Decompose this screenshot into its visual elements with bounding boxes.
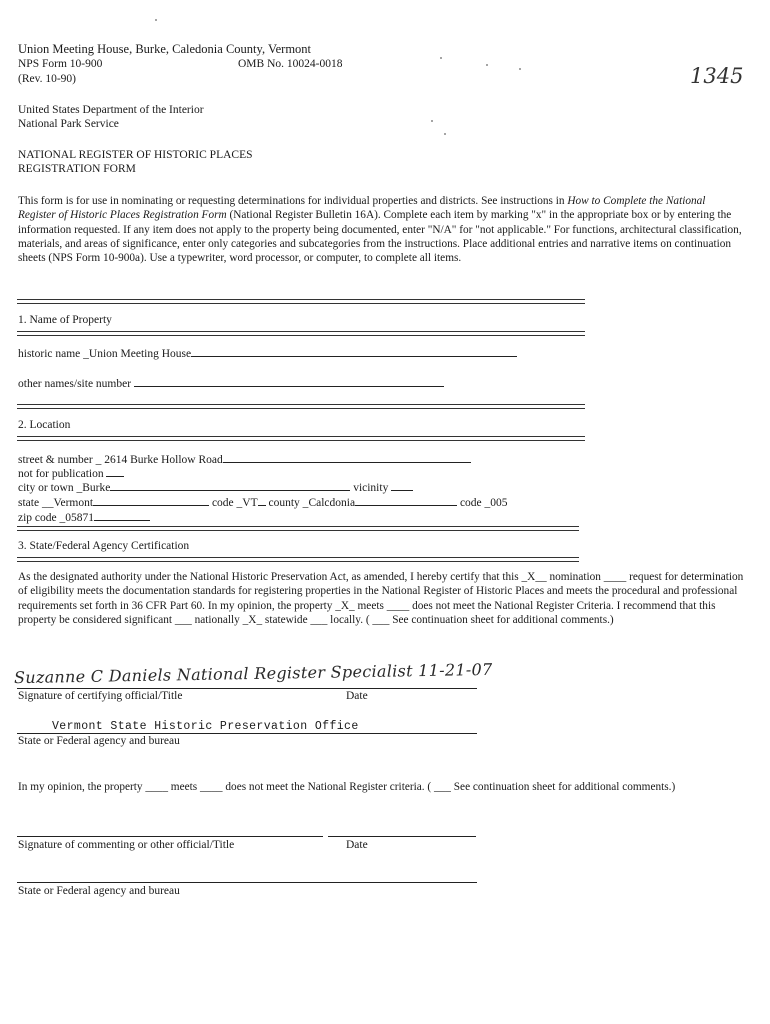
- section-divider: [17, 436, 585, 441]
- section-divider: [17, 404, 585, 409]
- city-field: city or town _Burke vicinity: [18, 479, 413, 494]
- form-number: NPS Form 10-900: [18, 58, 103, 70]
- agency-line: [17, 733, 477, 734]
- scan-speck: [444, 133, 446, 135]
- section-divider: [17, 299, 585, 304]
- section-1-heading: 1. Name of Property: [18, 314, 112, 326]
- signature-label: Signature of certifying official/Title: [18, 690, 183, 702]
- intro-paragraph: This form is for use in nominating or requesting determinations for individual properties and districts. See instructions in How to Complete the National Register of Historic Places Registration Form (National Register Bulletin 16A). Complete each item by marking "x" in the appropriate box or by entering the information requested. If any item does not apply to the property being documented, enter "N/A" for "not applicable." For functions, architectural classification, materials, and areas of significance, enter only categories and subcategories from the instructions. Place additional entries and narrative items on continuation sheets (NPS Form 10-900a). Use a typewriter, word processor, or computer, to complete all items.: [18, 195, 742, 265]
- form-revision: (Rev. 10-90): [18, 73, 77, 85]
- register-title: NATIONAL REGISTER OF HISTORIC PLACES: [18, 149, 253, 161]
- agency-label: State or Federal agency and bureau: [18, 735, 180, 747]
- scan-speck: [155, 19, 157, 21]
- scan-speck: [431, 120, 433, 122]
- zip-field: zip code _05871: [18, 509, 150, 524]
- signature-line: [17, 688, 477, 689]
- street-field: street & number _ 2614 Burke Hollow Road: [18, 451, 471, 466]
- historic-name-field: historic name _Union Meeting House: [18, 345, 517, 360]
- section-3-heading: 3. State/Federal Agency Certification: [18, 540, 190, 552]
- handwritten-number: 1345: [690, 64, 744, 88]
- section-2-heading: 2. Location: [18, 419, 71, 431]
- omb-number: OMB No. 10024-0018: [238, 58, 343, 70]
- section-divider: [17, 331, 585, 336]
- scan-speck: [519, 68, 521, 70]
- certifying-agency-value: Vermont State Historic Preservation Office: [52, 720, 359, 733]
- commenting-signature-line: [17, 836, 323, 837]
- section-divider: [17, 526, 579, 531]
- commenting-date-line: [328, 836, 476, 837]
- commenting-signature-label: Signature of commenting or other official/Title: [18, 839, 235, 851]
- form-title: REGISTRATION FORM: [18, 163, 136, 175]
- opinion-paragraph: In my opinion, the property ____ meets ____ does not meet the National Register criteria. ( ___ See continuation sheet for additional comments.): [18, 781, 676, 793]
- section-divider: [17, 557, 579, 562]
- not-for-publication-field: not for publication: [18, 465, 124, 480]
- other-names-field: other names/site number: [18, 375, 444, 390]
- department: United States Department of the Interior: [18, 104, 204, 116]
- certification-paragraph: As the designated authority under the National Historic Preservation Act, as amended, I hereby certify that this _X__ nomination ____ request for determination of eligibility meets the documentation standards for registering properties in the National Register of Historic Places and meets the procedural and professional requirements set forth in 36 CFR Part 60. In my opinion, the property _X_ meets ____ does not meet the National Register Criteria. I recommend that this property be considered significant ___ nationally _X_ statewide ___ locally. ( ___ See continuation sheet for additional comments.): [18, 571, 744, 626]
- handwritten-signature: Suzanne C Daniels National Register Specialist 11-21-07: [13, 659, 493, 688]
- agency2-line: [17, 882, 477, 883]
- agency: National Park Service: [18, 118, 119, 130]
- scan-speck: [440, 57, 442, 59]
- property-title: Union Meeting House, Burke, Caledonia County, Vermont: [18, 42, 312, 56]
- commenting-date-label: Date: [346, 839, 368, 851]
- scan-speck: [486, 64, 488, 66]
- agency2-label: State or Federal agency and bureau: [18, 885, 180, 897]
- state-field: state __Vermont code _VT county _Calcdonia code _005: [18, 494, 508, 509]
- signature-date-label: Date: [346, 690, 368, 702]
